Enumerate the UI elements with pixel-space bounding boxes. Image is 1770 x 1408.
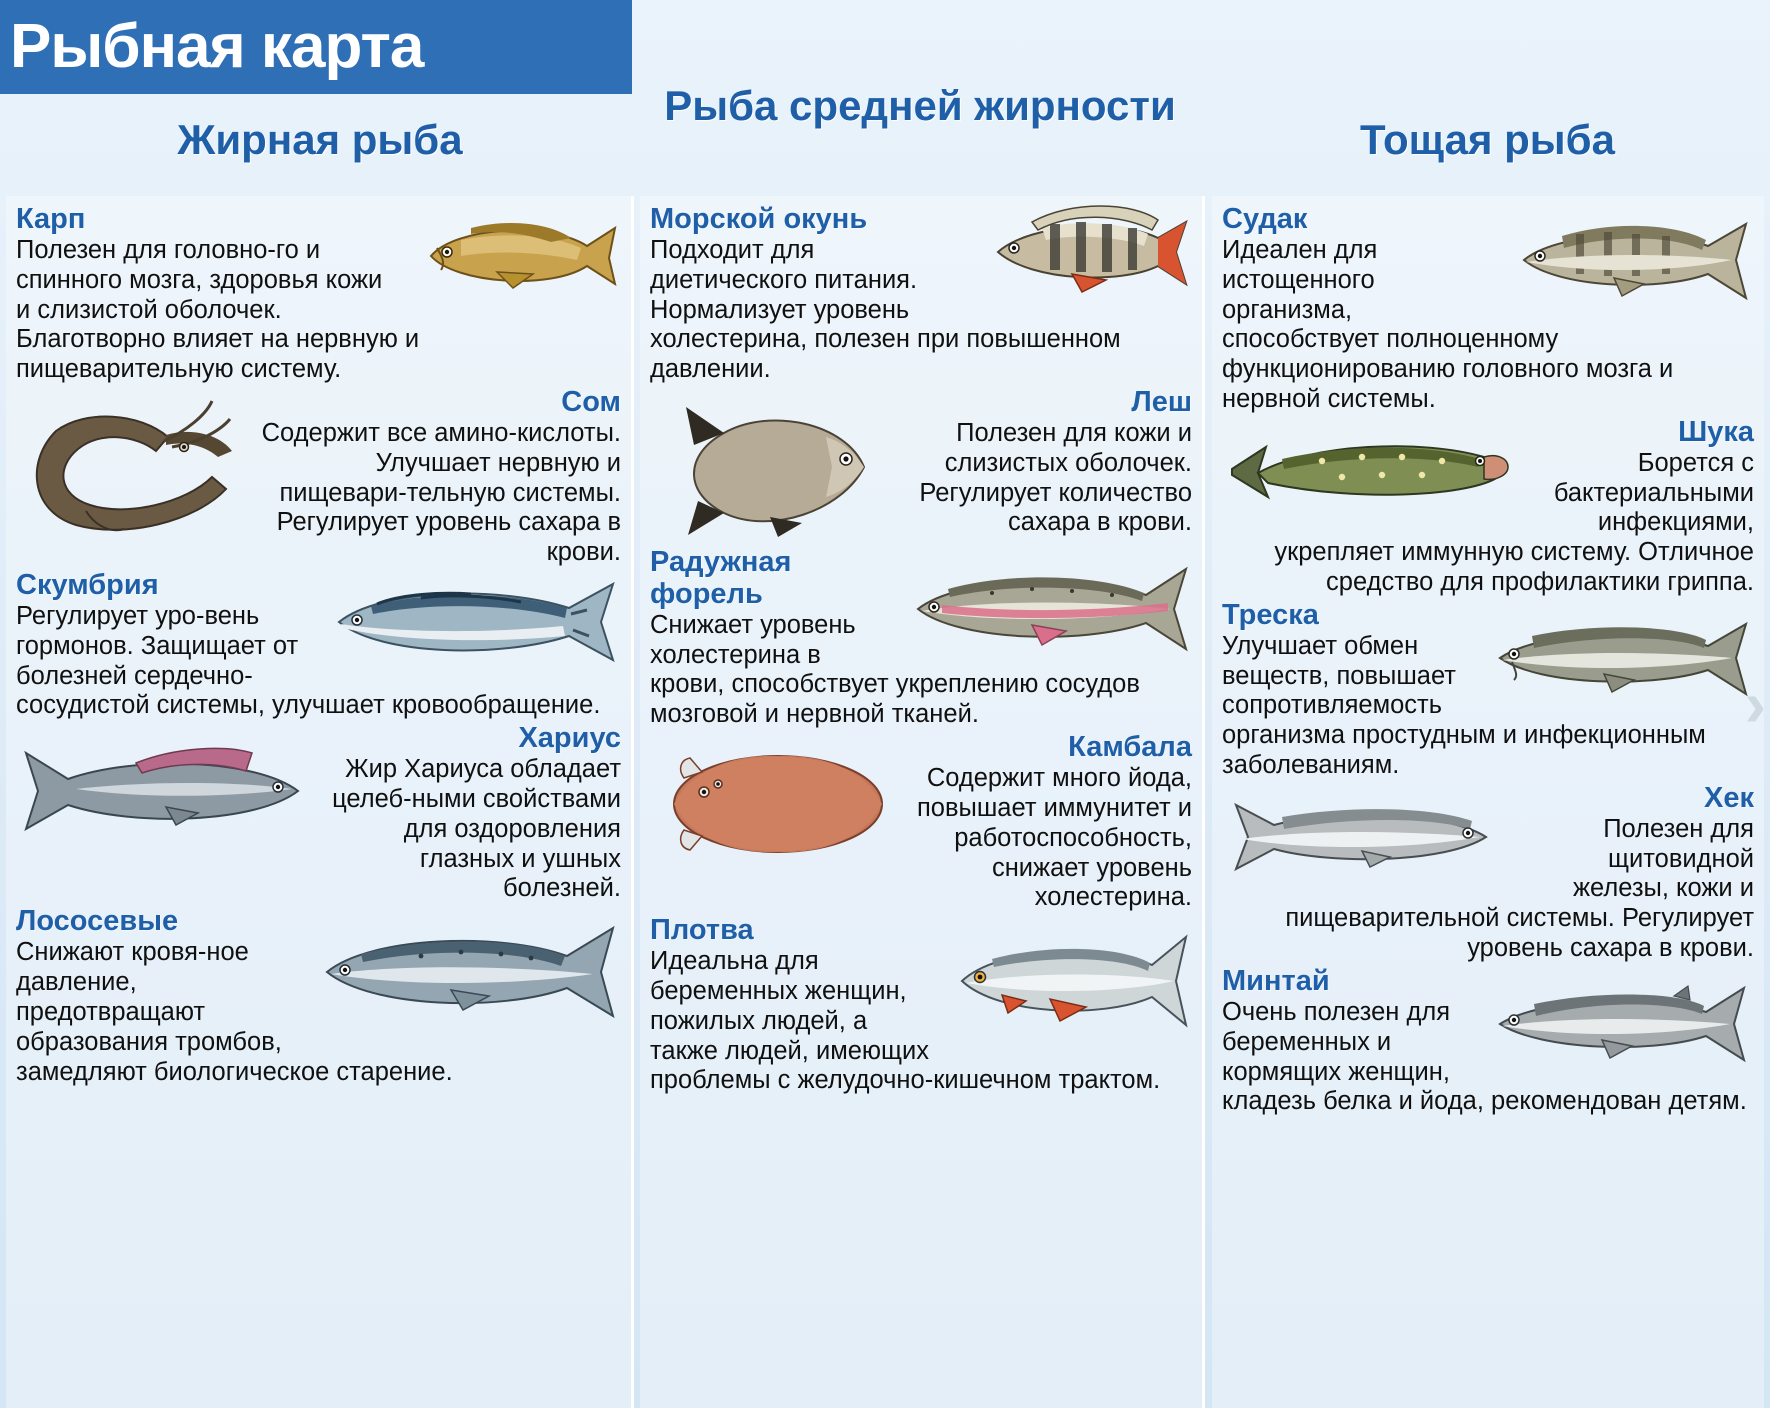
entry-sea-bass	[650, 204, 1192, 385]
entry-title-pike-perch: Судак	[1222, 203, 1308, 235]
entry-salmon	[16, 906, 621, 1087]
flounder-fish-image	[650, 738, 900, 868]
entry-mackerel	[16, 570, 621, 721]
roach-fish-image	[942, 921, 1192, 1041]
entry-pollock	[1222, 966, 1754, 1117]
entry-text-flounder: Содержит много йода, повышает иммунитет и работоспособность, снижает уровень холестерина.	[916, 764, 1192, 912]
entry-text-pike-perch: Идеален для истощенного организма, способствует полноценному функционированию головного мозга и нервной системы.	[1222, 235, 1674, 414]
entry-text-pike: Борется с бактериальными инфекциями, укрепляет иммунную систему. Отличное средство для профилактики гриппа.	[1274, 448, 1754, 597]
entry-text-hake: Полезен для щитовидной железы, кожи и пищеварительной системы. Регулирует уровень сахара в крови.	[1285, 814, 1754, 963]
column-medium-fat-fish	[640, 196, 1205, 1408]
pike-perch-fish-image	[1504, 206, 1754, 306]
column-header-lean: Тощая рыба	[1360, 116, 1615, 163]
salmon-fish-image	[311, 916, 621, 1026]
entry-carp	[16, 204, 621, 385]
entry-text-salmon: Снижают кровя-ное давление, предотвращают образования тромбов, замедляют биологическое старение.	[16, 938, 453, 1086]
entry-hake	[1222, 783, 1754, 964]
entry-title-cod: Треска	[1222, 598, 1319, 631]
entry-title-salmon: Лососевые	[16, 905, 179, 938]
page-title: Рыбная карта	[10, 12, 424, 81]
entry-title-grayling: Хариус	[518, 722, 621, 755]
columns-container	[0, 196, 1770, 1408]
pollock-fish-image	[1484, 972, 1754, 1068]
entry-title-flounder: Камбала	[1068, 731, 1192, 764]
grayling-fish-image	[16, 729, 316, 849]
entry-roach	[650, 915, 1192, 1096]
entry-pike	[1222, 417, 1754, 598]
entry-text-rainbow-trout: Снижает уровень холестерина в крови, способствует укреплению сосудов мозговой и нервной тканей.	[650, 610, 1140, 729]
entry-bream	[650, 387, 1192, 545]
page-title-bar	[0, 0, 632, 94]
entry-title-mackerel: Скумбрия	[16, 569, 159, 602]
entry-text-cod: Улучшает обмен веществ, повышает сопротивляемость организма простудным и инфекционным заболеваниям.	[1222, 631, 1706, 780]
entry-title-rainbow-trout: Радужная форель	[650, 546, 792, 610]
entry-text-catfish: Содержит все амино-кислоты. Улучшает нервную и пищевари-тельную системы. Регулирует уровень сахара в крови.	[261, 418, 621, 567]
column-fat-fish	[6, 196, 634, 1408]
entry-title-sea-bass: Морской окунь	[650, 203, 868, 235]
entry-pike-perch	[1222, 204, 1754, 415]
entry-text-grayling: Жир Хариуса обладает целеб-ными свойствами для оздоровления глазных и ушных болезней.	[332, 755, 621, 903]
sea-bass-fish-image	[972, 196, 1192, 304]
entry-text-roach: Идеальна для беременных женщин, пожилых людей, а также людей, имеющих проблемы с желудочно-кишечном трактом.	[650, 947, 1161, 1095]
entry-title-roach: Плотва	[650, 914, 754, 947]
column-lean-fish	[1212, 196, 1764, 1408]
entry-grayling	[16, 723, 621, 904]
column-headers	[0, 82, 1770, 190]
entry-rainbow-trout	[650, 547, 1192, 730]
mackerel-fish-image	[321, 574, 621, 670]
hake-fish-image	[1222, 791, 1502, 881]
pike-fish-image	[1222, 421, 1512, 521]
entry-text-bream: Полезен для кожи и слизистых оболочек. Регулирует количество сахара в крови.	[919, 418, 1192, 537]
entry-text-carp: Полезен для головно-го и спинного мозга, здоровья кожи и слизистой оболочек. Благотворно влияет на нервную и пищеварительную систему.	[16, 235, 420, 384]
entry-title-hake: Хек	[1704, 781, 1754, 814]
entry-catfish	[16, 387, 621, 568]
bream-fish-image	[650, 393, 880, 543]
entry-title-pollock: Минтай	[1222, 964, 1330, 997]
rainbow-trout-fish-image	[902, 551, 1192, 661]
entry-cod	[1222, 600, 1754, 781]
entry-text-sea-bass: Подходит для диетического питания. Нормализует уровень холестерина, полезен при повышенном давлении.	[650, 235, 1121, 384]
column-header-fat: Жирная рыба	[177, 116, 463, 163]
catfish-fish-image	[16, 391, 246, 551]
entry-title-bream: Леш	[1131, 386, 1192, 419]
entry-title-carp: Карп	[16, 203, 86, 235]
cod-fish-image	[1484, 606, 1754, 702]
column-header-medium: Рыба средней жирности	[664, 82, 1176, 129]
entry-title-pike: Шука	[1678, 415, 1754, 448]
entry-flounder	[650, 732, 1192, 913]
entry-title-catfish: Сом	[561, 386, 621, 419]
carp-fish-image	[401, 210, 621, 300]
entry-text-mackerel: Регулирует уро-вень гормонов. Защищает от болезней сердечно-сосудистой системы, улучшает кровообращение.	[16, 601, 601, 720]
next-page-arrow[interactable]: ›	[1744, 668, 1766, 740]
entry-text-pollock: Очень полезен для беременных и кормящих женщин, кладезь белка и йода, рекомендован детям.	[1222, 997, 1747, 1116]
